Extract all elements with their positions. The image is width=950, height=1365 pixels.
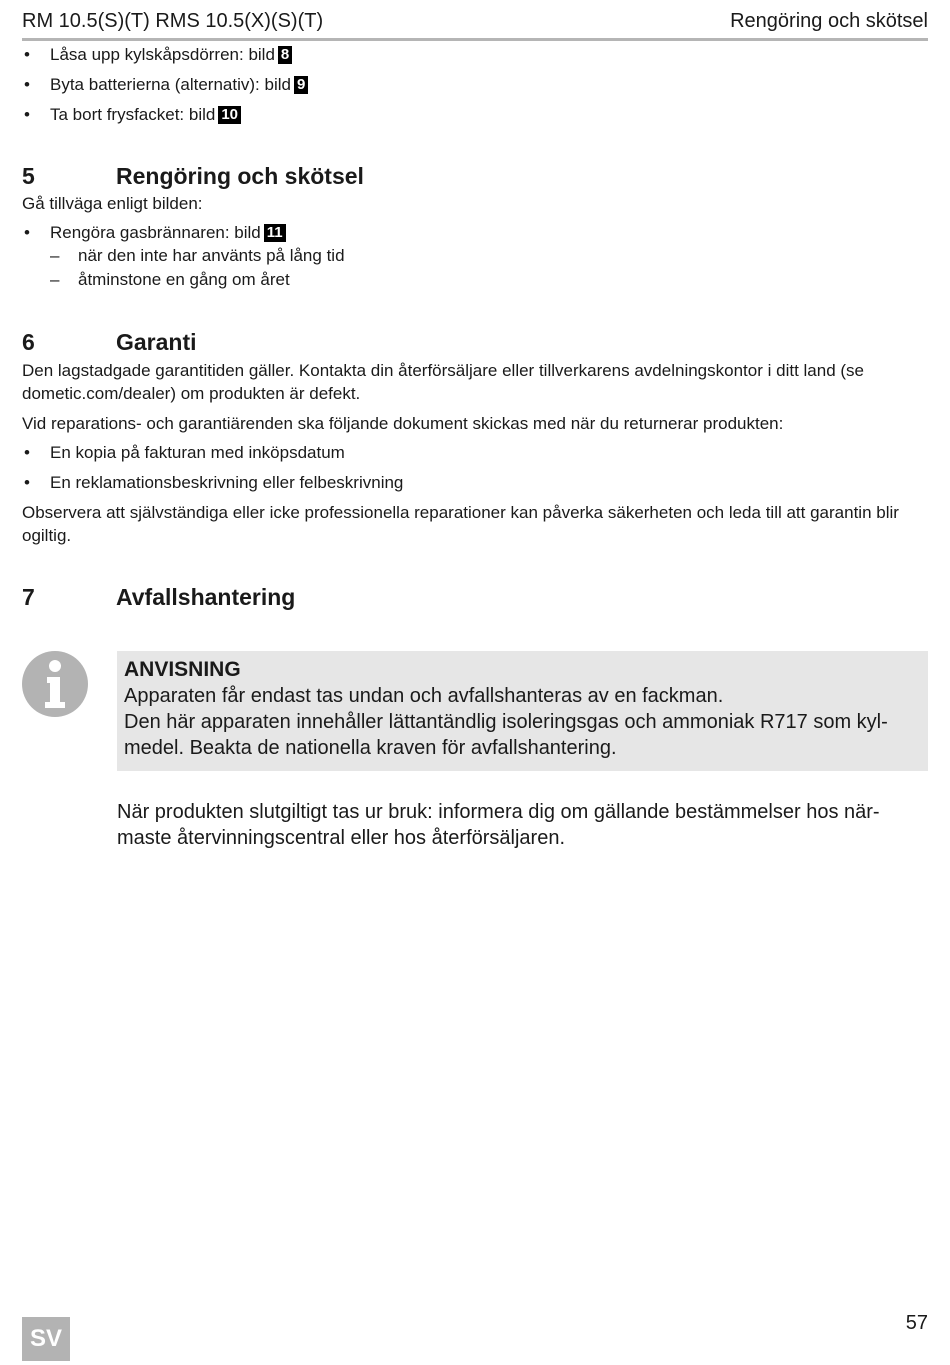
sub-list-item: – när den inte har använts på lång tid (50, 244, 928, 268)
section-6-list (22, 442, 928, 494)
notice-title: ANVISNING (124, 658, 241, 681)
top-list (22, 44, 928, 126)
info-icon (22, 651, 88, 717)
figure-ref: 8 (278, 46, 292, 64)
sub-list (50, 244, 928, 292)
list-item: • Låsa upp kylskåpsdörren: bild 8 (22, 44, 928, 66)
section-7-heading: 7 Avfallshantering (22, 584, 296, 610)
figure-ref: 11 (264, 224, 286, 242)
section-6-heading: 6 Garanti (22, 329, 197, 355)
figure-ref: 10 (218, 106, 241, 124)
section-6-paragraph: Den lagstadgade garantitiden gäller. Kontakta din återförsäljare eller tillverkarens avdelningskontor i ditt land (se dometic.com/dealer) om produkten är defekt. (22, 361, 864, 403)
language-badge: SV (22, 1317, 70, 1361)
section-5-intro: Gå tillväga enligt bilden: (22, 194, 203, 213)
page-header (22, 8, 928, 41)
notice-text: Apparaten får endast tas undan och avfallshanteras av en fackman. (124, 685, 724, 707)
section-5-heading: 5 Rengöring och skötsel (22, 163, 364, 189)
section-6-paragraph: Observera att självständiga eller icke professionella reparationer kan påverka säkerheten och leda till att garantin blir ogiltig. (22, 503, 899, 545)
header-model: RM 10.5(S)(T) RMS 10.5(X)(S)(T) (22, 10, 324, 32)
disposal-paragraph: När produkten slutgiltigt tas ur bruk: informera dig om gällande bestämmelser hos när-maste återvinningscentral eller hos återförsäljaren. (117, 801, 880, 849)
section-6-paragraph: Vid reparations- och garantiärenden ska följande dokument skickas med när du returnerar produkten: (22, 414, 784, 433)
list-item: • En kopia på fakturan med inköpsdatum (22, 442, 928, 464)
section-5-list (22, 222, 928, 292)
page-content (22, 44, 928, 611)
notice-text: Den här apparaten innehåller lättantändlig isoleringsgas och ammoniak R717 som kyl-medel. Beakta de nationella kraven för avfallshantering. (124, 711, 888, 759)
list-item: • En reklamationsbeskrivning eller felbeskrivning (22, 472, 928, 494)
figure-ref: 9 (294, 76, 308, 94)
list-item: • Ta bort frysfacket: bild 10 (22, 104, 928, 126)
list-item: • Byta batterierna (alternativ): bild 9 (22, 74, 928, 96)
page-number: 57 (905, 1312, 928, 1334)
list-item: • Rengöra gasbrännaren: bild 11 – när den inte har använts på lång tid – åtminstone en gång om året (22, 222, 928, 292)
notice-box (117, 651, 928, 771)
header-section: Rengöring och skötsel (730, 10, 928, 32)
sub-list-item: – åtminstone en gång om året (50, 268, 928, 292)
